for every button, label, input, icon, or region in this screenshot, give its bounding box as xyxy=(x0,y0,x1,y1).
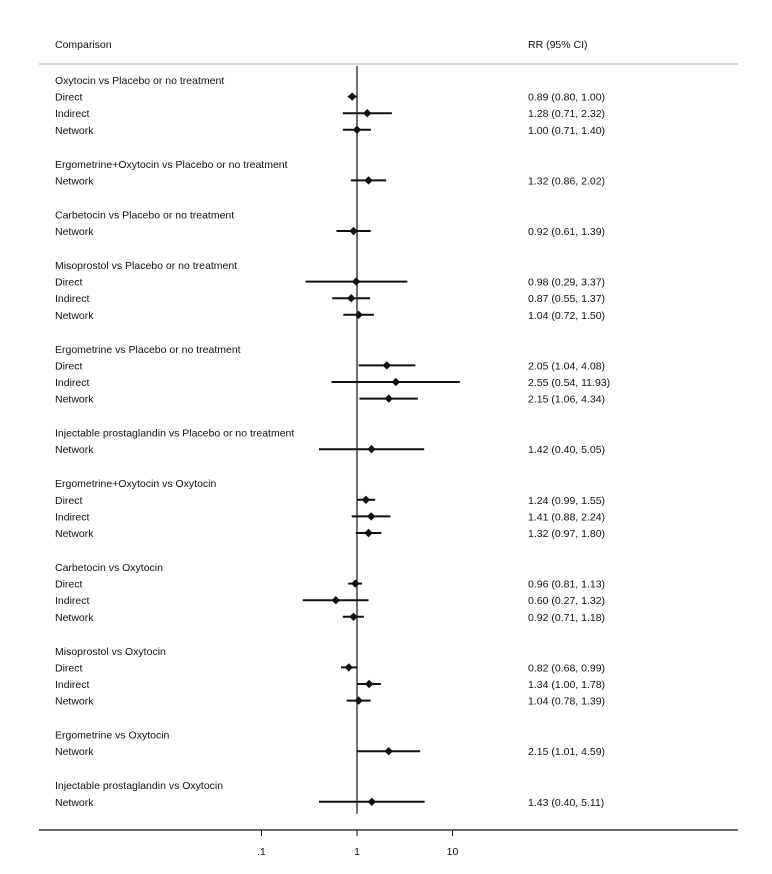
row-label: Network xyxy=(55,528,94,540)
header-rr-ci: RR (95% CI) xyxy=(528,39,588,51)
row-estimate: 1.00 (0.71, 1.40) xyxy=(528,124,606,137)
row-label: Direct xyxy=(55,662,83,675)
row-estimate: 0.92 (0.61, 1.39) xyxy=(528,226,606,238)
point-estimate-marker xyxy=(345,663,353,671)
point-estimate-marker xyxy=(347,294,355,302)
row-estimate: 0.82 (0.68, 0.99) xyxy=(528,662,606,675)
point-estimate-marker xyxy=(385,394,393,402)
x-tick-label: 1 xyxy=(354,846,360,858)
group-title: Misoprostol vs Placebo or no treatment xyxy=(55,260,238,272)
row-estimate: 1.04 (0.72, 1.50) xyxy=(528,309,606,322)
group-title: Ergometrine+Oxytocin vs Oxytocin xyxy=(55,478,217,491)
point-estimate-marker xyxy=(368,798,376,806)
row-estimate: 2.15 (1.06, 4.34) xyxy=(528,393,606,406)
row-estimate: 0.92 (0.71, 1.18) xyxy=(528,611,606,624)
point-estimate-marker xyxy=(364,176,372,184)
row-estimate: 1.28 (0.71, 2.32) xyxy=(528,108,606,121)
row-estimate: 1.32 (0.97, 1.80) xyxy=(528,528,606,540)
point-estimate-marker xyxy=(352,277,360,285)
row-estimate: 1.34 (1.00, 1.78) xyxy=(528,679,606,691)
row-estimate: 1.04 (0.78, 1.39) xyxy=(528,695,606,708)
row-label: Network xyxy=(55,796,94,809)
x-tick-label: .1 xyxy=(257,846,266,858)
row-label: Indirect xyxy=(55,679,90,691)
point-estimate-marker xyxy=(367,512,375,520)
group-title: Misoprostol vs Oxytocin xyxy=(55,645,166,658)
row-label: Network xyxy=(55,309,94,322)
plot-rows xyxy=(55,66,610,814)
row-label: Network xyxy=(55,695,94,708)
row-estimate: 1.32 (0.86, 2.02) xyxy=(528,175,606,188)
group-title: Carbetocin vs Oxytocin xyxy=(55,562,163,574)
x-tick-label: 10 xyxy=(446,846,459,858)
row-estimate: 0.98 (0.29, 3.37) xyxy=(528,276,606,289)
point-estimate-marker xyxy=(365,680,373,688)
row-estimate: 1.42 (0.40, 5.05) xyxy=(528,444,606,457)
row-label: Network xyxy=(55,393,94,406)
point-estimate-marker xyxy=(383,361,391,369)
row-label: Indirect xyxy=(55,293,90,306)
group-title: Ergometrine+Oxytocin vs Placebo or no treatment xyxy=(55,158,288,171)
row-label: Direct xyxy=(55,91,83,104)
row-estimate: 0.87 (0.55, 1.37) xyxy=(528,293,606,306)
point-estimate-marker xyxy=(367,445,375,453)
point-estimate-marker xyxy=(332,596,340,604)
row-label: Network xyxy=(55,746,94,759)
point-estimate-marker xyxy=(392,378,400,386)
header-comparison: Comparison xyxy=(55,39,112,51)
row-label: Direct xyxy=(55,276,83,289)
group-title: Injectable prostaglandin vs Oxytocin xyxy=(55,780,224,793)
row-label: Indirect xyxy=(55,108,90,121)
point-estimate-marker xyxy=(354,696,362,704)
row-label: Direct xyxy=(55,360,83,373)
point-estimate-marker xyxy=(351,579,359,587)
point-estimate-marker xyxy=(362,496,370,504)
row-estimate: 1.24 (0.99, 1.55) xyxy=(528,494,606,507)
row-estimate: 2.05 (1.04, 4.08) xyxy=(528,360,606,373)
row-label: Network xyxy=(55,444,94,457)
group-title: Ergometrine vs Placebo or no treatment xyxy=(55,343,241,356)
x-axis-ticks xyxy=(257,830,458,858)
row-label: Indirect xyxy=(55,595,90,608)
point-estimate-marker xyxy=(348,92,356,100)
row-estimate: 2.55 (0.54, 11.93) xyxy=(528,377,611,389)
point-estimate-marker xyxy=(363,109,371,117)
row-label: Indirect xyxy=(55,377,90,389)
group-title: Oxytocin vs Placebo or no treatment xyxy=(55,75,225,87)
row-label: Direct xyxy=(55,494,83,507)
row-estimate: 2.15 (1.01, 4.59) xyxy=(528,746,606,759)
point-estimate-marker xyxy=(354,311,362,319)
point-estimate-marker xyxy=(385,747,393,755)
row-label: Network xyxy=(55,226,94,238)
row-estimate: 1.43 (0.40, 5.11) xyxy=(528,796,605,809)
point-estimate-marker xyxy=(353,126,361,134)
group-title: Ergometrine vs Oxytocin xyxy=(55,729,170,742)
row-label: Network xyxy=(55,124,94,137)
row-estimate: 0.96 (0.81, 1.13) xyxy=(528,578,606,591)
row-label: Network xyxy=(55,611,94,624)
group-title: Carbetocin vs Placebo or no treatment xyxy=(55,209,235,222)
group-title: Injectable prostaglandin vs Placebo or no treatment xyxy=(55,427,295,440)
row-label: Direct xyxy=(55,578,83,591)
row-label: Network xyxy=(55,175,94,188)
row-estimate: 0.60 (0.27, 1.32) xyxy=(528,595,606,608)
point-estimate-marker xyxy=(364,529,372,537)
row-estimate: 1.41 (0.88, 2.24) xyxy=(528,511,606,524)
row-estimate: 0.89 (0.80, 1.00) xyxy=(528,91,606,104)
row-label: Indirect xyxy=(55,511,90,524)
